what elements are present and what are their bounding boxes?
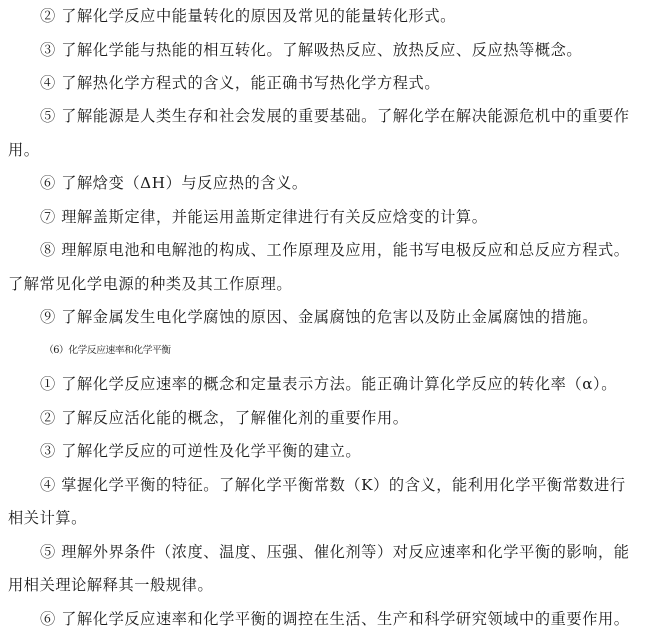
objective-thermochemical-equation: ④ 了解热化学方程式的含义，能正确书写热化学方程式。 [40,74,441,92]
objective-corrosion: ⑨ 了解金属发生电化学腐蚀的原因、金属腐蚀的危害以及防止金属腐蚀的措施。 [40,308,598,326]
objective-enthalpy-change: ⑥ 了解焓变（ΔH）与反应热的含义。 [40,174,308,192]
objective-energy-source-part1: ⑤ 了解能源是人类生存和社会发展的重要基础。了解化学在解决能源危机中的重要作 [40,107,630,125]
objective-regulation: ⑥ 了解化学反应速率和化学平衡的调控在生活、生产和科学研究领域中的重要作用。 [40,610,630,628]
objective-equilibrium-constant-part2: 相关计算。 [8,509,87,527]
objective-activation-energy: ② 了解反应活化能的概念，了解催化剂的重要作用。 [40,409,409,427]
objective-external-conditions-part1: ⑤ 理解外界条件（浓度、温度、压强、催化剂等）对反应速率和化学平衡的影响，能 [40,543,630,561]
objective-reversibility: ③ 了解化学反应的可逆性及化学平衡的建立。 [40,442,362,460]
objective-equilibrium-constant-part1: ④ 掌握化学平衡的特征。了解化学平衡常数（K）的含义，能利用化学平衡常数进行 [40,476,626,494]
objective-chemical-thermal-energy: ③ 了解化学能与热能的相互转化。了解吸热反应、放热反应、反应热等概念。 [40,41,583,59]
objective-energy-conversion: ② 了解化学反应中能量转化的原因及常见的能量转化形式。 [40,7,456,25]
objective-external-conditions-part2: 用相关理论解释其一般规律。 [8,576,214,594]
objective-hess-law: ⑦ 理解盖斯定律，并能运用盖斯定律进行有关反应焓变的计算。 [40,208,488,226]
section-heading-rate-equilibrium: （6）化学反应速率和化学平衡 [44,345,171,356]
objective-cells-part2: 了解常见化学电源的种类及其工作原理。 [8,275,293,293]
objective-energy-source-part2: 用。 [8,141,40,159]
objective-cells-part1: ⑧ 理解原电池和电解池的构成、工作原理及应用，能书写电极反应和总反应方程式。 [40,241,630,259]
objective-reaction-rate: ① 了解化学反应速率的概念和定量表示方法。能正确计算化学反应的转化率（α）。 [40,375,618,393]
